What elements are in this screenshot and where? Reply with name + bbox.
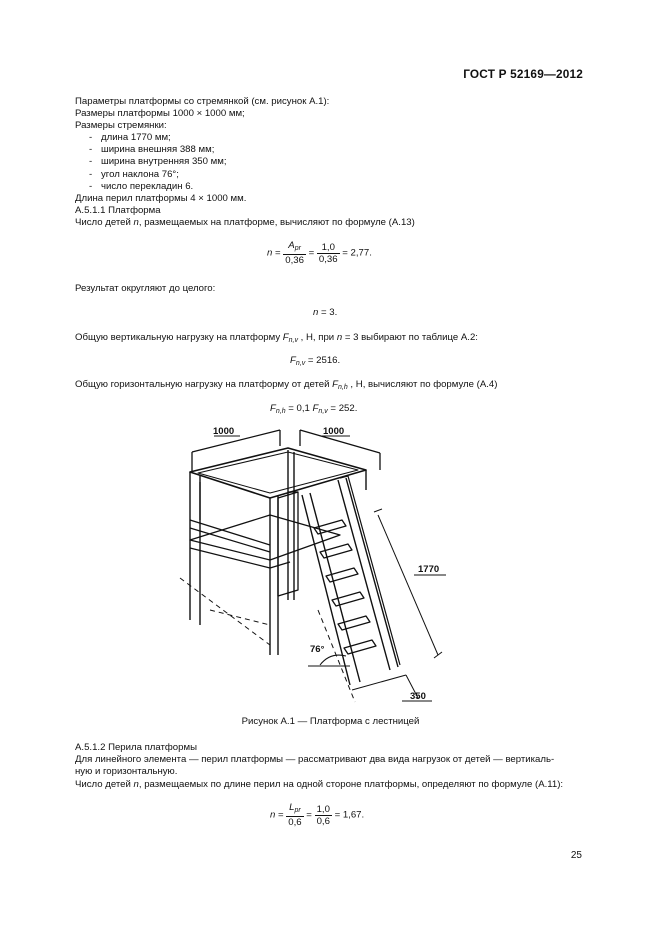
rail-length: Длина перил платформы 4 × 1000 мм. <box>75 192 247 204</box>
dimension-left <box>192 430 280 472</box>
section-a511-text: Число детей n, размещаемых на платформе, вычисляют по формуле (А.13) <box>75 216 415 228</box>
round-text: Результат округляют до целого: <box>75 283 216 294</box>
document-standard-title: ГОСТ Р 52169—2012 <box>463 67 583 81</box>
figure-caption: Рисунок А.1 — Платформа с лестницей <box>241 716 420 727</box>
section-a512-para1: Для линейного элемента — перил платформы — рассматривают два вида нагрузок от детей — вертикаль- <box>75 754 555 766</box>
dimension-length-label: 1770 <box>418 564 440 575</box>
list-item: - ширина внутренняя 350 мм; <box>89 156 415 168</box>
top-rail-frame <box>190 448 366 498</box>
formula-horizontal-load: $F_{n,h} = 0,1$ $F_{n,v} = 252$. <box>270 403 358 415</box>
ground-lines <box>180 578 355 702</box>
section-heading-a511: А.5.1.1 Платформа <box>75 204 161 216</box>
vertical-load-text: Общую вертикальную нагрузку на платформу $F_{n,v}$ , Н, при n = 3 выбирают по таблице А.2: <box>75 332 478 344</box>
formula-rounded: n = 3. <box>313 307 338 318</box>
list-item: - угол наклона 76°; <box>89 169 415 181</box>
mid-rail <box>190 482 270 552</box>
ladder-sizes-label: Размеры стремянки: <box>75 120 167 132</box>
dimension-angle-label: 76° <box>310 644 325 655</box>
dimension-length <box>374 509 446 658</box>
section-heading-a512: А.5.1.2 Перила платформы <box>75 742 197 753</box>
formula-children-count: n = $\frac{A_{pr}}{0,36}$ = $\frac{1,0}{0,36}$ = 2,77. <box>267 240 372 266</box>
list-item: - ширина внешняя 388 мм; <box>89 144 415 156</box>
dimension-width-label: 350 <box>410 691 426 702</box>
dimension-right-label: 1000 <box>323 426 345 437</box>
ladder-handrails <box>340 476 400 665</box>
section-a512-para1-cont: ную и горизонтальную. <box>75 766 178 777</box>
parameters-intro: Параметры платформы со стремянкой (см. рисунок А.1): <box>75 96 330 107</box>
platform-size: Размеры платформы 1000 × 1000 мм; <box>75 108 245 120</box>
formula-rail-children: n = $\frac{L_{pr}}{0,6}$ = $\frac{1,0}{0,6}$ = 1,67. <box>270 802 365 828</box>
platform-ladder-figure <box>170 420 470 705</box>
list-item: - число перекладин 6. <box>89 181 415 193</box>
section-a512 <box>75 742 586 766</box>
dimension-left-label: 1000 <box>213 426 235 437</box>
horizontal-load-text: Общую горизонтальную нагрузку на платформу от детей $F_{n,h}$ , Н, вычисляют по формуле (А.4) <box>75 379 498 391</box>
section-a512-para2: Число детей n, размещаемых по длине перил на одной стороне платформы, определяют по формуле (А.11): <box>75 779 564 790</box>
page-number: 25 <box>570 850 582 861</box>
formula-vertical-load: $F_{n,v} = 2516$. <box>290 355 341 367</box>
list-item: - длина 1770 мм; <box>89 132 415 144</box>
platform-parameters <box>75 96 415 229</box>
